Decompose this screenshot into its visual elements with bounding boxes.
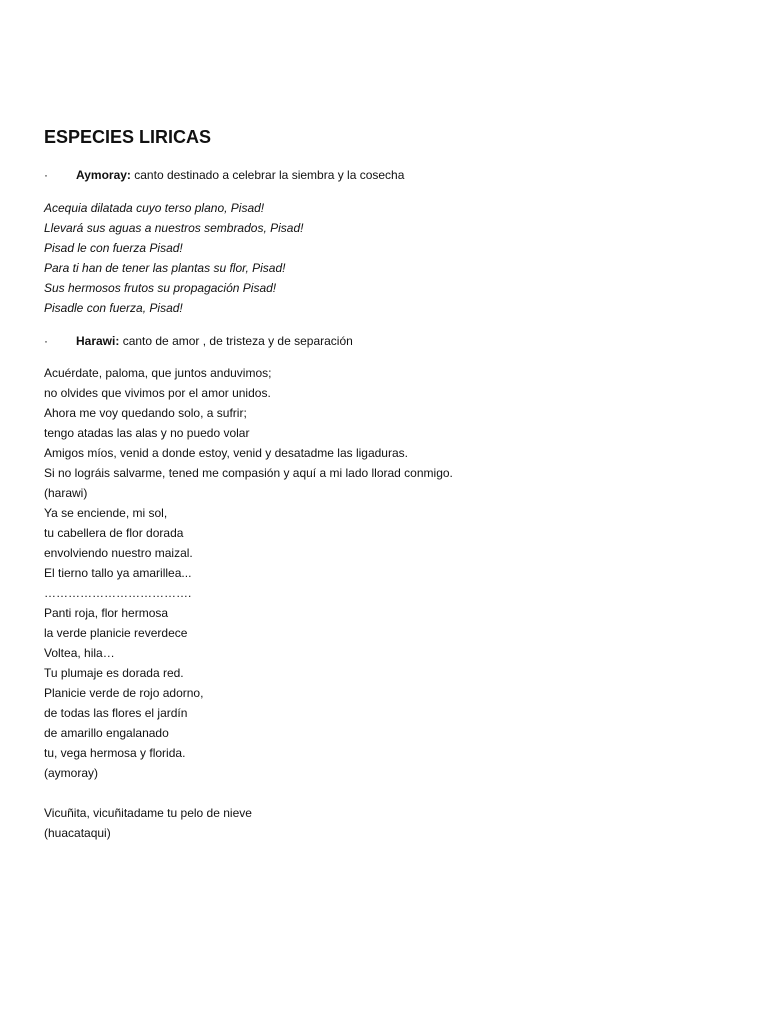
verse-block-aymoray [44,198,303,318]
verse-line: Pisadle con fuerza, Pisad! [44,301,183,315]
verse-line: tengo atadas las alas y no puedo volar [44,426,250,440]
verse-line: Amigos míos, venid a donde estoy, venid y desatadme las ligaduras. [44,446,408,460]
verse-line: (huacataqui) [44,826,111,840]
bullet-item-harawi [44,333,353,349]
verse-line: tu cabellera de flor dorada [44,526,184,540]
verse-line: ………………………………. [44,586,192,600]
verse-line: de amarillo engalanado [44,726,169,740]
verse-line: Vicuñita, vicuñitadame tu pelo de nieve [44,806,252,820]
bullet-dot: · [44,168,48,182]
verse-line-blank [44,783,453,803]
verse-block-harawi [44,363,453,843]
definition-harawi: canto de amor , de tristeza y de separación [119,334,353,348]
verse-line: Sus hermosos frutos su propagación Pisad! [44,281,277,295]
verse-line: Acequia dilatada cuyo terso plano, Pisad! [44,201,265,215]
page-title: ESPECIES LIRICAS [44,127,212,147]
verse-line: (aymoray) [44,766,99,780]
verse-line: Pisad le con fuerza Pisad! [44,241,183,255]
verse-line: (harawi) [44,486,88,500]
verse-line: Para ti han de tener las plantas su flor, Pisad! [44,261,286,275]
verse-line: no olvides que vivimos por el amor unidos. [44,386,271,400]
verse-line: de todas las flores el jardín [44,706,188,720]
verse-line: Ya se enciende, mi sol, [44,506,168,520]
verse-line: tu, vega hermosa y florida. [44,746,186,760]
verse-line: Tu plumaje es dorada red. [44,666,184,680]
verse-line: la verde planicie reverdece [44,626,188,640]
verse-line: Ahora me voy quedando solo, a sufrir; [44,406,247,420]
bullet-dot: · [44,334,48,348]
verse-line: Si no lográis salvarme, tened me compasión y aquí a mi lado llorad conmigo. [44,466,453,480]
verse-line: envolviendo nuestro maizal. [44,546,193,560]
verse-line: Panti roja, flor hermosa [44,606,169,620]
term-aymoray: Aymoray: [76,168,131,182]
verse-line: Acuérdate, paloma, que juntos anduvimos; [44,366,272,380]
verse-line: Voltea, hila… [44,646,115,660]
verse-line: Llevará sus aguas a nuestros sembrados, Pisad! [44,221,304,235]
bullet-item-aymoray [44,167,404,183]
definition-aymoray: canto destinado a celebrar la siembra y la cosecha [130,168,405,182]
verse-line: El tierno tallo ya amarillea... [44,566,192,580]
term-harawi: Harawi: [76,334,120,348]
verse-line: Planicie verde de rojo adorno, [44,686,204,700]
